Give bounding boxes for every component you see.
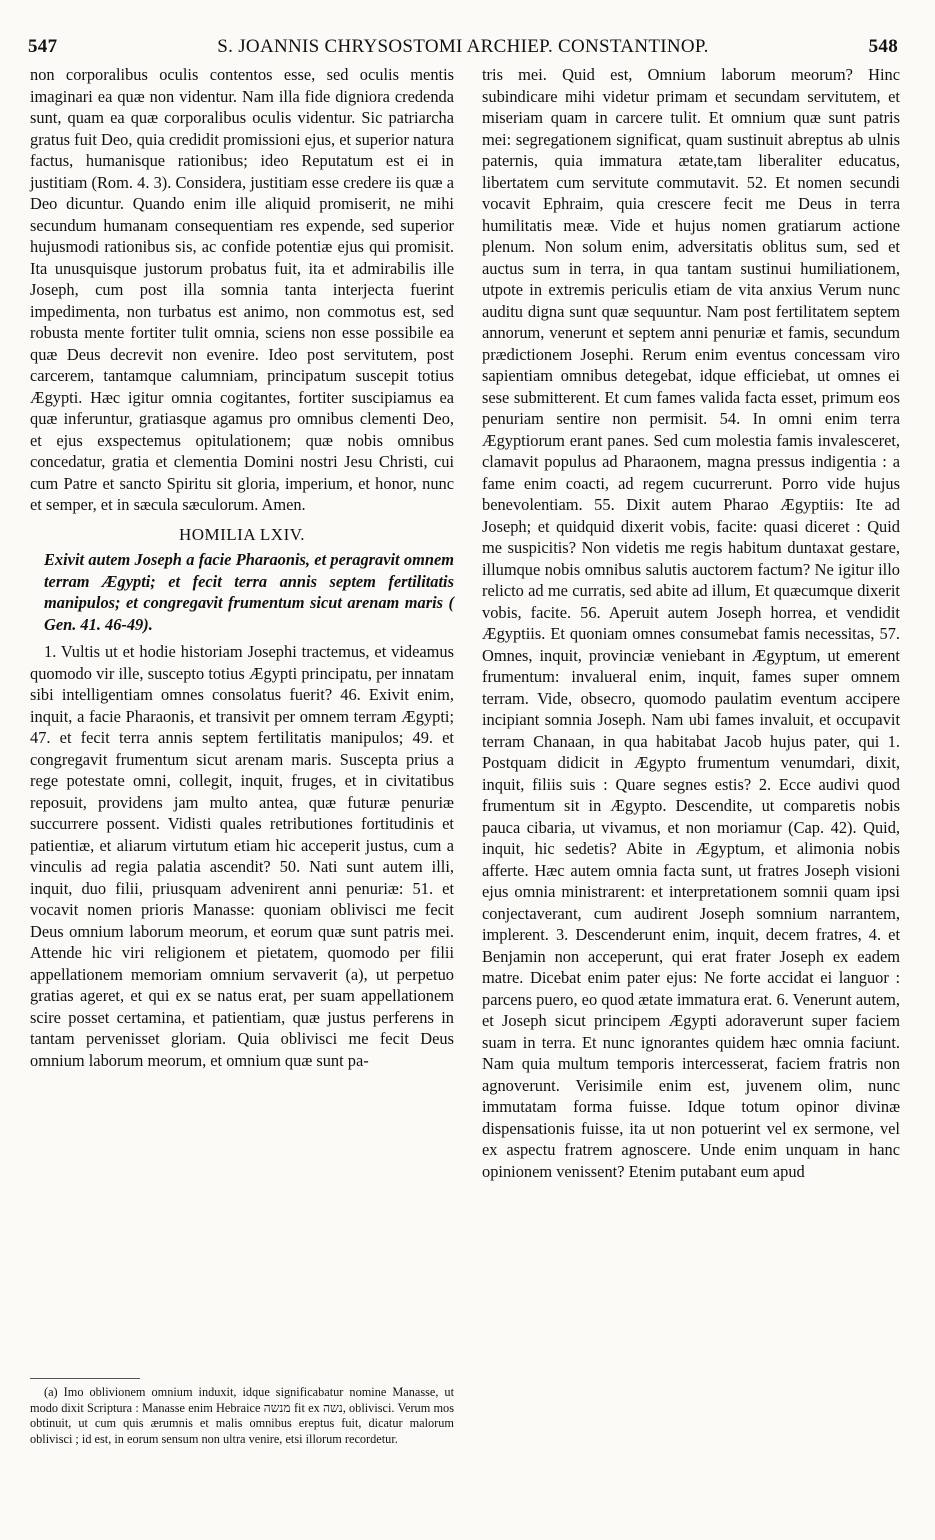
page-header <box>28 36 898 60</box>
footnote <box>30 1378 454 1447</box>
left-column <box>30 64 454 1071</box>
footnote-rule <box>30 1378 140 1379</box>
running-title: S. JOANNIS CHRYSOSTOMI ARCHIEP. CONSTANTINOP. <box>217 36 709 57</box>
homily-title: HOMILIA LXIV. <box>178 524 306 544</box>
homily-lemma: Exivit autem Joseph a facie Pharaonis, et peragravit omnem terram Ægypti; et fecit terra annis septem fertilitatis manipulos; et congregavit frumentum sicut arenam maris ( Gen. 41. 46-49). <box>44 550 454 634</box>
paragraph-continuation-right: tris mei. Quid est, Omnium laborum meorum? Hinc subindicare mihi videtur primam et secundam servitutem, et miseriam quam in carcere tulit. Et omnium quæ sunt patris mei: segregationem significat, quam sustinuit abreptus ab ulnis paternis, quia immatura ætate,tam liberaliter educatus, libertatem cum servitute commutavit. 52. Et nomen secundi vocavit Ephraim, quia crescere fecit me Deus in terra humilitatis meæ. Vide et hujus nomen gratiarum actione plenum. Non solum enim, adversitatis oblitus sum, sed et auctus sum in terra, in qua tantam sustinui humiliationem, utpote in extremis periculis etiam de vita anxius Verum nunc auditu digna sunt quæ sequuntur. Nam post fertilitatem septem annorum, venerunt et septem anni penuriæ et famis, secundum prædictionem Josephi. Rerum enim eventus concessam viro sapientiam omnibus detegebat, idque efficiebat, ut omnes ei sese submitterent. Et cum fames valida facta esset, primum eos penuriam sentire non permisit. 54. In omni enim terra Ægyptiorum erant panes. Sed cum molestia famis invalesceret, clamavit populus ad Pharaonem, magna pressus indigentia : a fame enim coacti, ad regem cucurrerunt. Porro vide hujus benevolentiam. 55. Dixit autem Pharao Ægyptiis: Ite ad Joseph; et quidquid dixerit vobis, facite: quasi diceret : Quid me suspicitis? Non videtis me regis habitum duntaxat gestare, illumque nobis omnibus salutis auctorem factum? Ne igitur illo relicto ad me curratis, sed abite ad illum, Et quæcumque dixerit vobis, facite. 56. Aperuit autem Joseph horrea, et vendidit Ægyptiis. Et quoniam omnes consumebat famis necessitas, 57. Omnes, inquit, provinciæ veniebant in Ægyptum, ut emerent frumentum: invalueral enim, inquit, fames super omnem terram. Vide, obsecro, quomodo paulatim eventum accipere incipiant somnia Joseph. Nam ubi fames invaluit, et occupavit terram Chanaan, in qua habitabat Jacob hujus pater, qui 1. Postquam didicit in Ægypto frumentum venumdari, dixit, inquit, filiis suis : Quare segnes estis? 2. Ecce audivi quod frumentum sit in Ægypto. Descendite, ut comparetis nobis pauca cibaria, ut vivamus, et non moriamur (Cap. 42). Quid, inquit, hic sedetis? Abite in Ægyptum, et alimonia nobis afferte. Hæc autem omnia facta sunt, ut fratres Joseph visioni ejus omnia ministrarent: et interpretationem somnii quam ipsi conjectaverant, cum audirent Joseph somnium narrantem, implerent. 3. Descenderunt enim, inquit, decem fratres, 4. et Benjamin non acceperunt, qui erat frater Joseph ex eadem matre. Dicebat enim pater ejus: Ne forte accidat ei languor : parcens puero, eo quod ætate immatura erat. 6. Venerunt autem, et Joseph sicut principem Ægypti adoraverunt super faciem suam in terra. Et nunc ignorantes quidem hæc omnia faciunt. Nam quia multum temporis intercesserat, faciem fratris non agnoverunt. Verisimile enim est, juvenem olim, nunc immutatam forma fuisse. Idque totum opinor divinæ dispensationis fuisse, ita ut non potuerint vel ex sermone, vel ex aspectu fratrem agnoscere. Unde enim unquam in hanc opinionem venissent? Etenim putabant eum apud <box>482 65 900 1181</box>
footnote-text: (a) Imo oblivionem omnium induxit, idque significabatur nomine Manasse, ut modo dixit Scriptura : Manasse enim Hebraice מנשה fit ex נשה, oblivisci. Verum mos obtinuit, ut cum quis ærumnis et malis omnibus ereptus fuit, dicatur malorum oblivisci ; id est, in eorum sensum non ultra venire, etsi illorum recordetur. <box>30 1385 454 1446</box>
right-column <box>482 64 900 1182</box>
paragraph-continuation: non corporalibus oculis contentos esse, sed oculis mentis imaginari ea quæ non videntur. Nam illa fide digniora credenda sunt, quam ea quæ corporalibus oculis videntur. Sic patriarcha gratus fuit Deo, quia credidit promissioni ejus, et superior natura factus, humanisque rationibus; ideo Reputatum est ei in justitiam (Rom. 4. 3). Considera, justitiam esse credere iis quæ a Deo dicuntur. Quando enim ille aliquid promiserit, ne mihi secundum humanam consequentiam res expende, sed superior hujusmodi rationibus sis, ac confide potentiæ ejus qui promisit. Ita unusquisque justorum probatus fuit, ita et admirabilis ille Joseph, cum post illa somnia tanta interjecta fuerint impedimenta, non turbatus est animo, non commotus est, sed robusta mente fortiter tulit omnia, sciens non esse possibile ea quæ Deus decrevit non evenire. Ideo post servitutem, post carcerem, tantamque calumniam, principatum suscepit totius Ægypti. Hæc igitur omnia cogitantes, fortiter suscipiamus ea quæ inferuntur, gratiasque agamus pro omnibus clementi Deo, et ejus exspectemus opitulationem; quæ nobis omnibus concedatur, gratia et clementia Domini nostri Jesu Christi, cui cum Patre et sancto Spiritu sit gloria, imperium, et honor, nunc et semper, et in sæcula sæculorum. Amen. <box>30 65 454 514</box>
page-number-left: 547 <box>28 36 58 57</box>
page-number-right: 548 <box>868 36 898 57</box>
paragraph-section-1: 1. Vultis ut et hodie historiam Josephi tractemus, et videamus quomodo vir ille, suscepto totius Ægypti principatu, per innatam sibi intelligentiam omnes consolatus fuerit? 46. Exivit enim, inquit, a facie Pharaonis, et transivit per omnem terram Ægypti; 47. et fecit terra annis septem fertilitatis manipulos; 49. et congregavit frumentum sicut arenam maris. Suscepta prius a rege potestate omni, collegit, inquit, fruges, et in civitatibus reposuit, providens jam multo antea, quæ futuræ penuriæ succurrere possent. Vidisti quales retributiones fortitudinis et patientiæ, et aliarum virtutum etiam hic acceperit justus, cum a vinculis ad regia palatia ascendit? 50. Nati sunt autem illi, inquit, duo filii, priusquam advenirent anni penuriæ: 51. et vocavit nomen prioris Manasse: quoniam oblivisci me fecit Deus omnium laborum meorum, et eorum quæ sunt patris mei. Attende hic viri religionem et pietatem, quomodo per filii appellationem memoriam omnium servaverit (a), ut perpetuo gratias ageret, et qui ex se natus erat, per suam appellationem scire posset certamina, et patientiam, quæ justus perferens in tantam pervenisset gloriam. Quia oblivisci me fecit Deus omnium laborum meorum, et omnium quæ sunt pa- <box>30 642 454 1070</box>
